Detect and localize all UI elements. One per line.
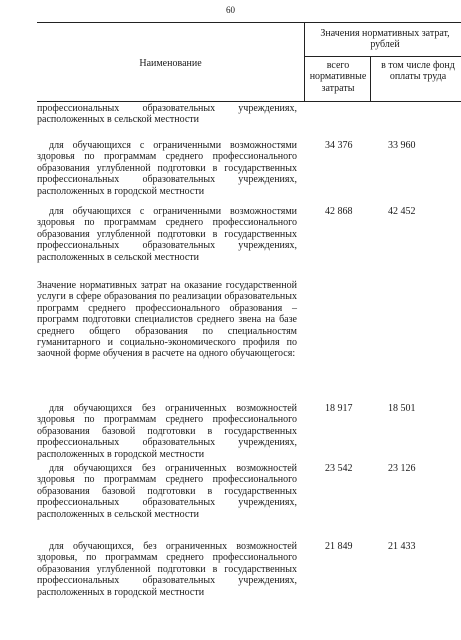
row-labor-value: 18 501 — [388, 403, 416, 414]
header-values-group: Значения нормативных затрат, рублей — [320, 28, 450, 51]
row-total-value: 23 542 — [325, 463, 353, 474]
page-number: 60 — [226, 5, 235, 15]
row-name: для обучающихся без ограниченных возможностей здоровья по программам среднего профессионального образования базовой подготовки в государственных профессиональных образовательных учреждениях, расположенных в городской местности — [37, 403, 297, 460]
header-divider-vertical — [304, 22, 305, 102]
continuation-name: профессиональных образовательных учреждениях, расположенных в сельской местности — [37, 103, 297, 126]
header-subdivider-horizontal — [304, 56, 461, 57]
row-labor-value: 23 126 — [388, 463, 416, 474]
header-subdivider-vertical — [370, 56, 371, 102]
row-name: Значение нормативных затрат на оказание государственной услуги в сфере образования по реализации образовательных программ среднего профессионального образования – программ подготовки специалистов среднего звена на базе среднего общего образования по специальностям гуманитарного и социально-экономического профиля по заочной форме обучения в расчете на одного обучающегося: — [37, 280, 297, 360]
row-labor-value: 42 452 — [388, 206, 416, 217]
row-name: для обучающихся, без ограниченных возможностей здоровья, по программам среднего профессионального образования углубленной подготовки в государственных профессиональных образовательных учреждениях, расположенных в городской местности — [37, 541, 297, 598]
header-total-costs: всего нормативные затраты — [309, 60, 367, 94]
row-name: для обучающихся с ограниченными возможностями здоровья по программам среднего профессионального образования углубленной подготовки в государственных профессиональных образовательных учреждениях, расположенных в городской местности — [37, 140, 297, 197]
row-name: для обучающихся без ограниченных возможностей здоровья по программам среднего профессионального образования базовой подготовки в государственных профессиональных образовательных учреждениях, расположенных в сельской местности — [37, 463, 297, 520]
header-name-column: Наименование — [139, 58, 202, 69]
row-total-value: 42 868 — [325, 206, 353, 217]
header-top-border — [37, 22, 461, 23]
row-name: для обучающихся с ограниченными возможностями здоровья по программам среднего профессионального образования углубленной подготовки в государственных профессиональных образовательных учреждениях, расположенных в сельской местности — [37, 206, 297, 263]
row-total-value: 21 849 — [325, 541, 353, 552]
row-labor-value: 21 433 — [388, 541, 416, 552]
header-labor-fund: в том числе фонд оплаты труда — [381, 60, 455, 83]
row-labor-value: 33 960 — [388, 140, 416, 151]
header-bottom-border — [37, 101, 461, 102]
row-total-value: 34 376 — [325, 140, 353, 151]
row-total-value: 18 917 — [325, 403, 353, 414]
